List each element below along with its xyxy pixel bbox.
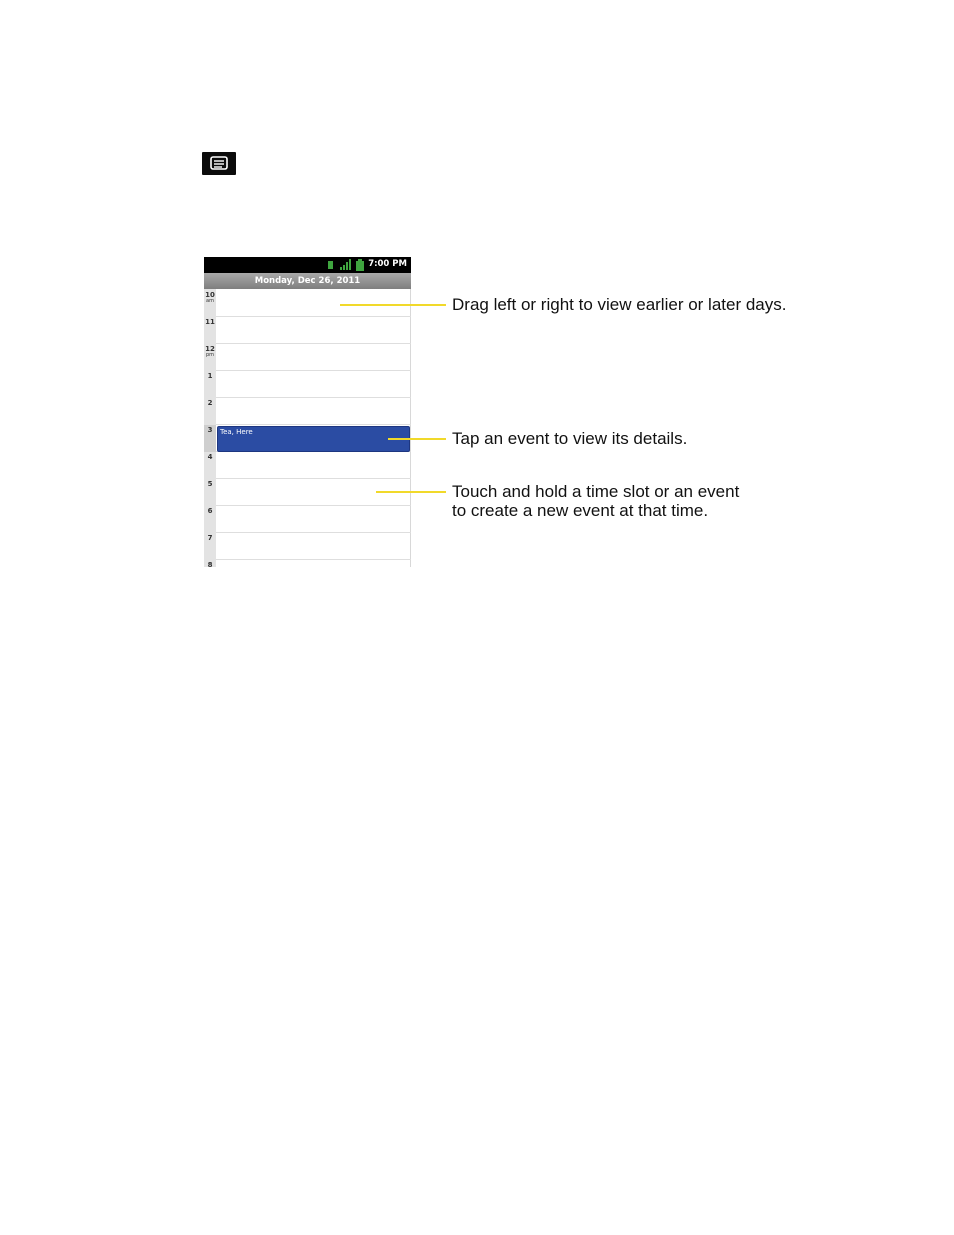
hour-label — [204, 318, 216, 326]
hour-number: 6 — [207, 507, 213, 515]
callout-hold-line-2: to create a new event at that time. — [452, 501, 709, 520]
callout-drag: Drag left or right to view earlier or later days. — [452, 295, 787, 314]
slot-divider — [216, 532, 411, 533]
slot-divider — [216, 397, 411, 398]
callout-line-tap — [388, 438, 446, 440]
hour-number: 11 — [205, 318, 215, 326]
sim-icon — [327, 260, 334, 270]
slot-divider — [216, 478, 411, 479]
hour-number: 7 — [207, 534, 213, 542]
hour-label — [204, 453, 216, 461]
calendar-event[interactable] — [217, 426, 410, 452]
hour-suffix: am — [206, 298, 214, 304]
hour-number: 12 — [205, 345, 215, 353]
hour-label — [204, 426, 216, 434]
hour-number: 5 — [207, 480, 213, 488]
hour-label — [204, 480, 216, 488]
hour-label — [204, 534, 216, 542]
hour-label — [204, 399, 216, 407]
hour-number: 2 — [207, 399, 213, 407]
hour-label — [204, 507, 216, 515]
slot-divider — [216, 370, 411, 371]
slot-divider — [216, 424, 411, 425]
event-title: Tea, Here — [220, 428, 253, 436]
signal-icon — [340, 259, 352, 270]
status-bar — [204, 257, 411, 273]
hour-number: 8 — [207, 561, 213, 567]
hour-label — [204, 291, 216, 304]
hour-number: 1 — [207, 372, 213, 380]
slot-divider — [216, 343, 411, 344]
hour-number: 10 — [205, 291, 215, 299]
hour-number: 4 — [207, 453, 213, 461]
date-header[interactable]: Monday, Dec 26, 2011 — [204, 273, 411, 289]
hour-label — [204, 345, 216, 358]
battery-icon — [356, 259, 364, 271]
status-time: 7:00 PM — [368, 259, 407, 269]
callout-hold-line-1: Touch and hold a time slot or an event — [452, 482, 740, 501]
callout-tap: Tap an event to view its details. — [452, 429, 688, 448]
hour-number: 3 — [207, 426, 213, 434]
callout-hold — [452, 482, 739, 520]
menu-key-icon — [202, 152, 236, 175]
callout-line-hold — [376, 491, 446, 493]
slot-divider — [216, 559, 411, 560]
callout-line-drag — [340, 304, 446, 306]
hour-label — [204, 561, 216, 567]
slot-divider — [216, 505, 411, 506]
slot-divider — [216, 316, 411, 317]
hour-suffix: pm — [205, 352, 215, 358]
hour-label — [204, 372, 216, 380]
